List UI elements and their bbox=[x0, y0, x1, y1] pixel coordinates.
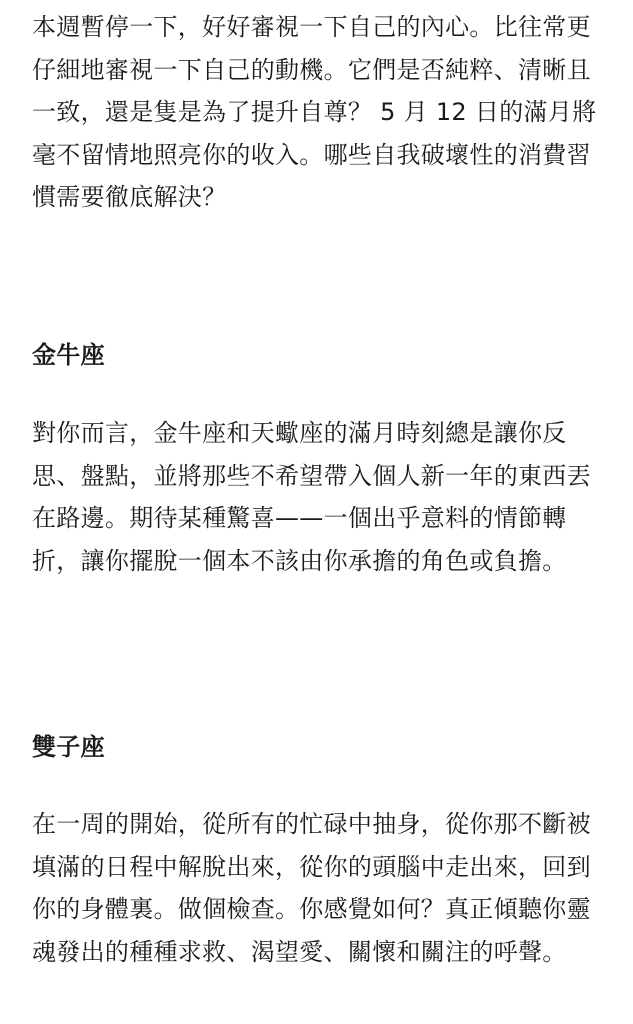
section-heading-gemini: 雙子座 bbox=[32, 733, 105, 761]
intro-paragraph: 本週暫停一下，好好審視一下自己的內心。比往常更仔細地審視一下自己的動機。它們是否純粹、清晰且一致，還是隻是為了提升自尊？ 5 月 12 日的滿月將毫不留情地照亮你的收入。哪些自我破壞性的消費習慣需要徹底解決？ bbox=[32, 13, 597, 211]
section-heading-taurus: 金牛座 bbox=[32, 341, 105, 369]
section-body-taurus: 對你而言，金牛座和天蠍座的滿月時刻總是讓你反思、盤點，並將那些不希望帶入個人新一年的東西丟在路邊。期待某種驚喜——一個出乎意料的情節轉折，讓你擺脫一個本不該由你承擔的角色或負擔。 bbox=[32, 419, 591, 575]
section-body-gemini: 在一周的開始，從所有的忙碌中抽身，從你那不斷被填滿的日程中解脫出來，從你的頭腦中走出來，回到你的身體裏。做個檢查。你感覺如何？真正傾聽你靈魂發出的種種求救、渴望愛、關懷和關注的呼聲。 bbox=[32, 810, 591, 966]
